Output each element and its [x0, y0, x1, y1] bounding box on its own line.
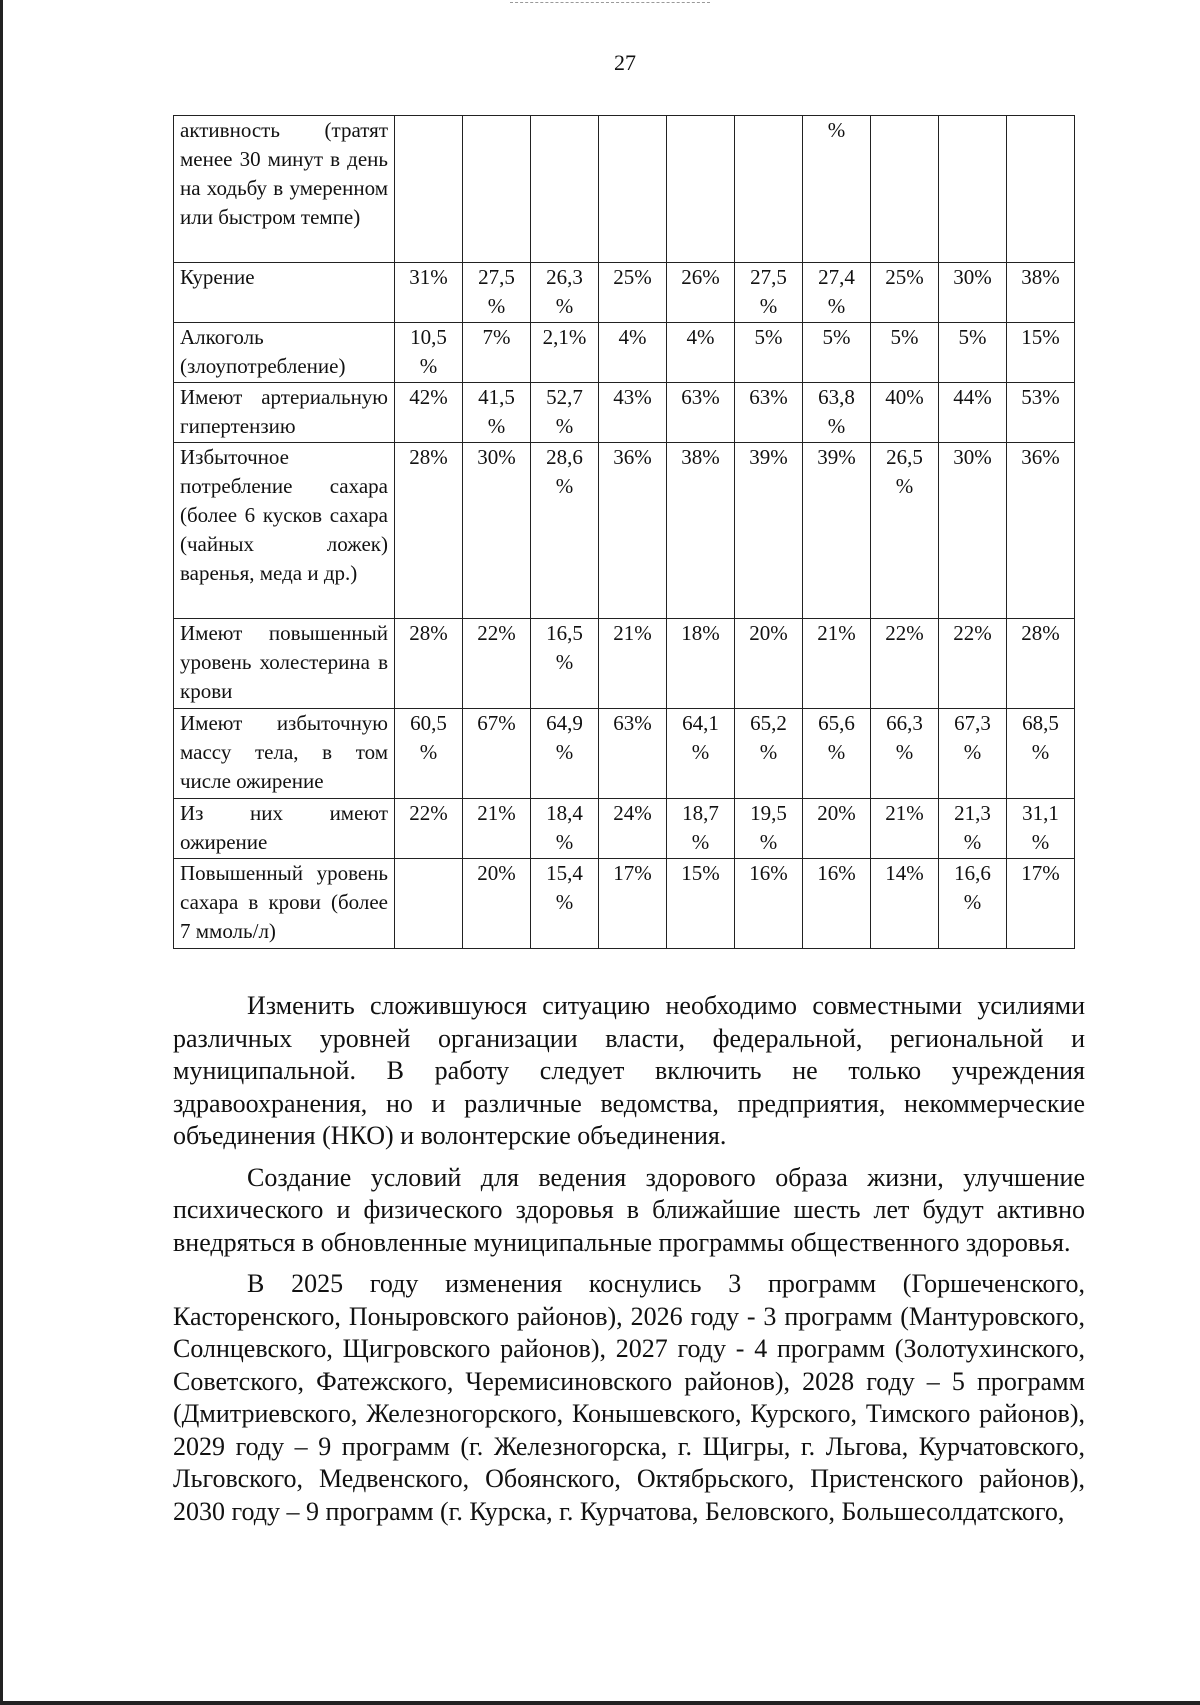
page-number: 27 [614, 50, 636, 75]
table-cell: 25% [871, 263, 939, 323]
body-text [173, 990, 1085, 1537]
table-cell: 31% [395, 263, 463, 323]
table-cell: 21% [463, 799, 531, 859]
table-cell: 2,1% [531, 323, 599, 383]
table-cell: 22% [871, 619, 939, 709]
row-label: Повышенный уровень сахара в крови (более 7 ммоль/л) [174, 859, 395, 949]
table-cell: 41,5 % [463, 383, 531, 443]
table-row [174, 263, 1075, 323]
table-cell: 24% [599, 799, 667, 859]
table-cell: 5% [803, 323, 871, 383]
table-cell: 4% [599, 323, 667, 383]
row-label: Имеют повышенный уровень холестерина в крови [174, 619, 395, 709]
table-cell: 26% [667, 263, 735, 323]
table-cell: 17% [599, 859, 667, 949]
scan-left-edge [0, 0, 3, 1705]
table-cell: 64,1 % [667, 709, 735, 799]
row-label: Имеют избыточную массу тела, в том числе ожирение [174, 709, 395, 799]
table-cell: 16,6 % [939, 859, 1007, 949]
paragraph: Создание условий для ведения здорового образа жизни, улучшение психического и физического здоровья в ближайшие шесть лет будут активно внедряться в обновленные муниципальные программы общественного здоровья. [173, 1162, 1085, 1257]
table-cell: 21% [599, 619, 667, 709]
row-label: Имеют артериальную гипертензию [174, 383, 395, 443]
table-row [174, 323, 1075, 383]
table-cell: 20% [803, 799, 871, 859]
table-cell: 63,8 % [803, 383, 871, 443]
row-label: Курение [174, 263, 395, 323]
table-cell [735, 116, 803, 263]
table-cell: 52,7 % [531, 383, 599, 443]
table-cell: 22% [395, 799, 463, 859]
table-cell: 27,5 % [463, 263, 531, 323]
table-cell [871, 116, 939, 263]
table-cell: 63% [599, 709, 667, 799]
table-cell: 38% [667, 443, 735, 619]
table-cell: 25% [599, 263, 667, 323]
table-cell [599, 116, 667, 263]
table-cell: 20% [463, 859, 531, 949]
table-cell: 63% [667, 383, 735, 443]
table-cell: 15% [1007, 323, 1075, 383]
table-cell: 18,7 % [667, 799, 735, 859]
table-cell: 20% [735, 619, 803, 709]
table-cell: 5% [735, 323, 803, 383]
table-row [174, 859, 1075, 949]
table-cell: 5% [871, 323, 939, 383]
table-cell: 18,4 % [531, 799, 599, 859]
table-cell: 21% [871, 799, 939, 859]
table-cell: 66,3 % [871, 709, 939, 799]
table-cell: 64,9 % [531, 709, 599, 799]
table-cell: 30% [939, 263, 1007, 323]
table-cell: 67% [463, 709, 531, 799]
table-cell: 10,5 % [395, 323, 463, 383]
table-cell: 17% [1007, 859, 1075, 949]
table-row [174, 383, 1075, 443]
table-cell: 65,6 % [803, 709, 871, 799]
table-cell: 18% [667, 619, 735, 709]
table-cell: 15,4 % [531, 859, 599, 949]
table-row [174, 619, 1075, 709]
table-cell: 60,5 % [395, 709, 463, 799]
table-row [174, 443, 1075, 619]
table-cell: 14% [871, 859, 939, 949]
row-label: активность (тратят менее 30 минут в день на ходьбу в умеренном или быстром темпе) [174, 116, 395, 263]
table-cell: 28% [395, 443, 463, 619]
table-cell [395, 859, 463, 949]
table-cell [667, 116, 735, 263]
table-cell: 22% [463, 619, 531, 709]
table-cell: 39% [735, 443, 803, 619]
table-cell: 19,5 % [735, 799, 803, 859]
scan-bottom-edge [0, 1701, 1200, 1705]
table-cell: 15% [667, 859, 735, 949]
table-cell: 16% [803, 859, 871, 949]
risk-factors-table [173, 115, 1075, 949]
table-row [174, 799, 1075, 859]
table-cell: 28,6 % [531, 443, 599, 619]
table-cell: 68,5 % [1007, 709, 1075, 799]
table-cell: 4% [667, 323, 735, 383]
table-cell: 21,3 % [939, 799, 1007, 859]
table-cell [395, 116, 463, 263]
table-cell [463, 116, 531, 263]
table-cell: 26,5 % [871, 443, 939, 619]
paragraph: В 2025 году изменения коснулись 3 программ (Горшеченского, Касторенского, Поныровского районов), 2026 году - 3 программ (Мантуровского, Солнцевского, Щигровского районов), 2027 году - 4 программ (Золотухинского, Советского, Фатежского, Черемисиновского районов), 2028 году – 5 программ (Дмитриевского, Железногорского, Конышевского, Курского, Тимского районов), 2029 году – 9 программ (г. Железногорска, г. Щигры, г. Льгова, Курчатовского, Льговского, Медвенского, Обоянского, Октябрьского, Пристенского районов), 2030 году – 9 программ (г. Курска, г. Курчатова, Беловского, Большесолдатского, [173, 1269, 1085, 1526]
row-label: Избыточное потребление сахара (более 6 кусков сахара (чайных ложек) варенья, меда и др.) [174, 443, 395, 619]
table-cell: 30% [939, 443, 1007, 619]
table-cell: 5% [939, 323, 1007, 383]
table-cell: 63% [735, 383, 803, 443]
table-row [174, 116, 1075, 263]
table-cell: 40% [871, 383, 939, 443]
table-cell: 7% [463, 323, 531, 383]
table-cell: 65,2 % [735, 709, 803, 799]
table-cell: 27,5 % [735, 263, 803, 323]
table-cell: 21% [803, 619, 871, 709]
table-row [174, 709, 1075, 799]
table-cell: 30% [463, 443, 531, 619]
table-cell: 26,3 % [531, 263, 599, 323]
table-cell: 31,1 % [1007, 799, 1075, 859]
table-cell: 67,3 % [939, 709, 1007, 799]
table-cell: 39% [803, 443, 871, 619]
table-cell [939, 116, 1007, 263]
scan-artifact [510, 2, 710, 7]
table-cell: 36% [599, 443, 667, 619]
table-cell: 22% [939, 619, 1007, 709]
row-label: Алкоголь (злоупотребление) [174, 323, 395, 383]
table-cell: 43% [599, 383, 667, 443]
table-cell: 28% [1007, 619, 1075, 709]
table-cell: 27,4 % [803, 263, 871, 323]
table-cell [1007, 116, 1075, 263]
table-cell: 44% [939, 383, 1007, 443]
table-cell: 38% [1007, 263, 1075, 323]
table-cell: 16,5 % [531, 619, 599, 709]
table-cell: 36% [1007, 443, 1075, 619]
table-cell: 42% [395, 383, 463, 443]
table-cell: 16% [735, 859, 803, 949]
table-body [174, 116, 1075, 949]
paragraph: Изменить сложившуюся ситуацию необходимо совместными усилиями различных уровней организации власти, федеральной, региональной и муниципальной. В работу следует включить не только учреждения здравоохранения, но и различные ведомства, предприятия, некоммерческие объединения (НКО) и волонтерские объединения. [173, 991, 1085, 1150]
row-label: Из них имеют ожирение [174, 799, 395, 859]
table-cell: 53% [1007, 383, 1075, 443]
table-cell [531, 116, 599, 263]
table-cell: 28% [395, 619, 463, 709]
table-cell: % [803, 116, 871, 263]
